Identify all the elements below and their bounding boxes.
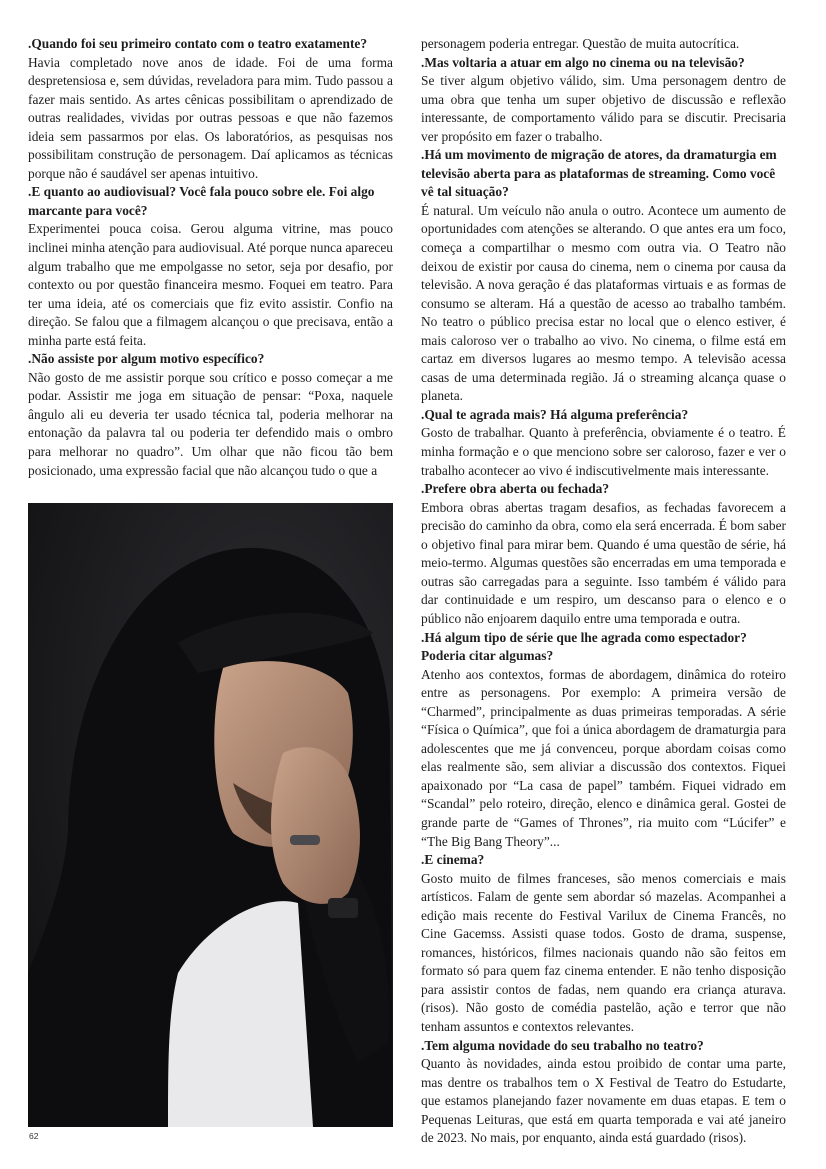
answer-paragraph: Gosto de trabalhar. Quanto à preferência, obviamente é o teatro. É minha formação e o que menciono sobre ser caloroso, fazer e ver o trabalho acontecer ao vivo é indiscutivelmente mais interessante. [421,425,786,478]
answer-paragraph: Experimentei pouca coisa. Gerou alguma vitrine, mas pouco inclinei minha atenção para audiovisual. Até porque nunca apareceu algum trabalho que me empolgasse no setor, seja por desafio, por contexto ou por questão financeira mesmo. Foquei em teatro. Para ter uma ideia, até os comerciais que fiz evito assistir. Confio na direção. Se falou que a filmagem alcançou o que precisava, então a minha parte está feita. [28,221,393,348]
question-heading: .E quanto ao audiovisual? Você fala pouco sobre ele. Foi algo marcante para você? [28,184,375,218]
left-column [28,35,393,480]
answer-paragraph: É natural. Um veículo não anula o outro. Acontece um aumento de oportunidades com atenções se alterando. O que antes era um foco, começa a compartilhar o mesmo com outra via. O Teatro não deixou de existir por causa do cinema, nem o cinema por causa da televisão. A nova geração é das plataformas virtuais e as formas de consumo se alteram. Há a questão de acesso ao trabalho também. No teatro o público precisa estar no local que o elenco estiver, é mais caloroso ver o trabalho ao vivo. No cinema, o filme está em cartaz em diversos lugares ao mesmo tempo. A televisão acessa casas de uma determinada região. Já o streaming alcança quase o planeta. [421,202,786,404]
page-number: 62 [29,1131,39,1141]
answer-paragraph: Se tiver algum objetivo válido, sim. Uma personagem dentro de uma obra que tenha um super objetivo de discussão e reflexão interessante, de comportamento válido para se discutir. Precisaria ver propósito em fazer o trabalho. [421,73,786,144]
question-heading: .Qual te agrada mais? Há alguma preferência? [421,406,689,422]
question-heading: .Não assiste por algum motivo específico? [28,351,265,367]
portrait-photo [28,503,393,1127]
answer-paragraph: Embora obras abertas tragam desafios, as fechadas favorecem a precisão do caminho da obra, como ela será encerrada. É bom saber o objetivo final para mirar bem. Quando é uma questão de série, há meio-termo. Algumas questões são encerradas em uma temporada e outras são carregadas para a seguinte. Isso também é válido para dar continuidade e um respiro, um descanso para o elenco e o público não enjoarem daquilo entre uma temporada e outra. [421,499,786,626]
right-column [421,35,786,1148]
question-heading: .Há um movimento de migração de atores, da dramaturgia em televisão aberta para as plataformas de streaming. Como você vê tal situação? [421,147,777,200]
question-heading: .Há algum tipo de série que lhe agrada como espectador? Poderia citar algumas? [421,629,747,664]
question-heading: .Mas voltaria a atuar em algo no cinema ou na televisão? [421,54,745,70]
continuation-paragraph: personagem poderia entregar. Questão de muita autocrítica. [421,36,740,51]
answer-paragraph: Gosto muito de filmes franceses, são menos comerciais e mais artísticos. Falam de gente sem abordar só mazelas. Acompanhei a edição mais recente do Festival Varilux de Cinema Francês, no Cine Gacemss. Assisti quase todos. Gosto de drama, suspense, romances, históricos, filmes nacionais quando não são feitos em formato só para quem faz cinema entender. E não tenho disposição para assistir contos de fadas, nem quando era criança aturava. (risos). Não gosto de comédia pastelão, ação e terror que não tenham assuntos e contextos relevantes. [421,870,786,1034]
question-heading: .E cinema? [421,852,485,868]
answer-paragraph: Atenho aos contextos, formas de abordagem, dinâmica do roteiro entre as personagens. Por exemplo: A primeira versão de “Charmed”, principalmente as duas primeiras temporadas. A série “Física o Química”, que foi a única abordagem de dramaturgia para adolescentes que me já convenceu, porque abordam coisas como elas realmente são, sem aliviar a discussão dos contextos. Fiquei apaixonado por “La casa de papel” também. Fiquei vidrado em “Scandal” pelo roteiro, direção, elenco e dinâmica geral. Gostei de grande parte de “Games of Thrones”, ria muito com “Lúcifer” e “The Big Bang Theory”... [421,666,786,849]
question-heading: .Tem alguma novidade do seu trabalho no teatro? [421,1037,704,1053]
answer-paragraph: Quanto às novidades, ainda estou proibido de contar uma parte, mas dentre os trabalhos tem o X Festival de Teatro do Estudarte, que estamos planejando fazer novamente em duas etapas. E tem o Pequenas Leituras, que está em quarta temporada e vai até janeiro de 2023. No mais, por enquanto, ainda está guardado (risos). [421,1056,786,1146]
answer-paragraph: Não gosto de me assistir porque sou crítico e posso começar a me podar. Assistir me joga em situação de pensar: “Poxa, naquele ângulo ali eu deveria ter usado técnica tal, poderia melhorar na entonação da palavra tal ou poderia ter defendido mais o ombro para melhorar no quadro”. Um olhar que não ficou tão bem posicionado, uma expressão facial que não alcançou tudo o que a [28,369,393,478]
portrait-illustration [28,503,393,1127]
question-heading: .Prefere obra aberta ou fechada? [421,481,610,497]
question-heading: .Quando foi seu primeiro contato com o teatro exatamente? [28,36,368,51]
answer-paragraph: Havia completado nove anos de idade. Foi de uma forma despretensiosa e, sem dúvidas, reveladora para mim. Tudo passou a fazer mais sentido. As artes cênicas possibilitam o aprendizado de outras realidades, vividas por outras pessoas e que não fazemos ideia sem passarmos por elas. Os laboratórios, as pesquisas nos possibilitam construção de personagem. Daí aplicamos as técnicas porque não é saudável ser apenas intuitivo. [28,54,393,181]
